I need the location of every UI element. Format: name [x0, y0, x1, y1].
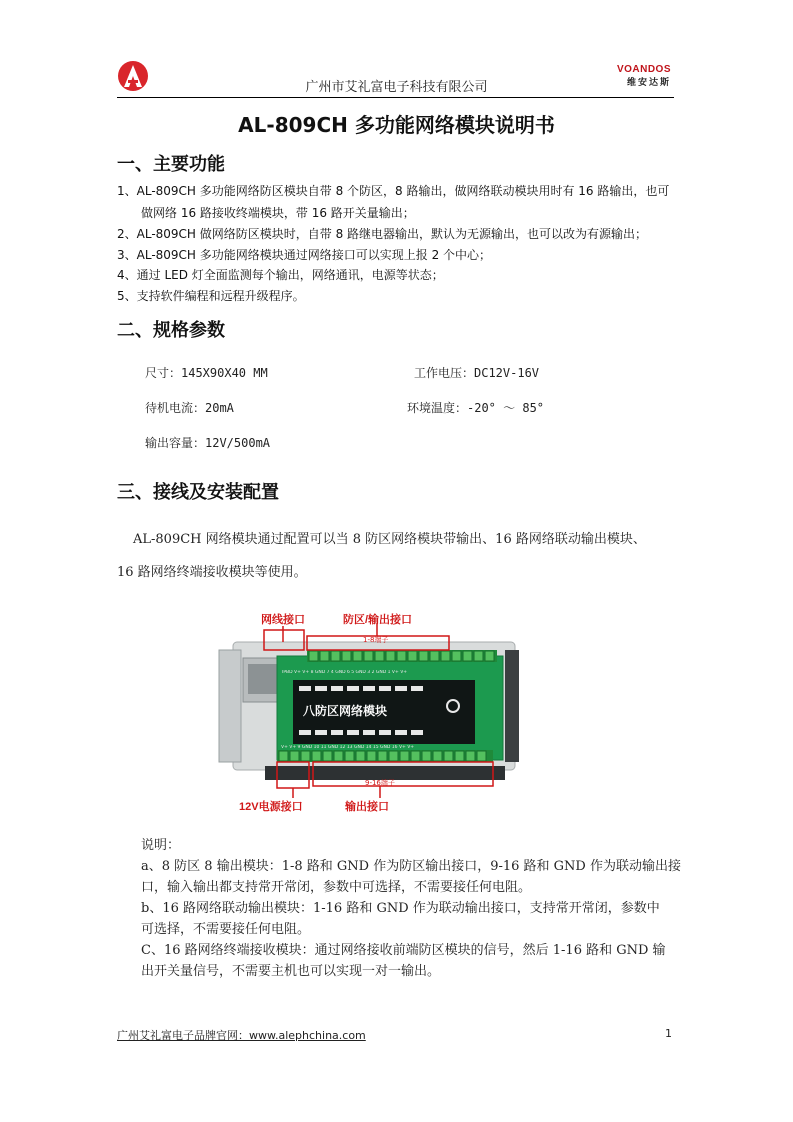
label-output-port: 输出接口 — [345, 801, 389, 813]
label-12v-power-port: 12V电源接口 — [239, 801, 303, 813]
spec-temp: 环境温度：-20° ～ 85° — [407, 401, 545, 415]
label-zone-output-port: 防区/输出接口 — [343, 614, 413, 626]
note-line: b、16 路网络联动输出模块：1-16 路和 GND 作为联动输出接口，支持常开常闭，参数中 — [141, 901, 660, 916]
label-terminals-1-8: 1-8端子 — [363, 636, 389, 644]
spec-voltage: 工作电压：DC12V-16V — [414, 366, 540, 380]
feature-item: 3、AL-809CH 多功能网络模块通过网络接口可以实现上报 2 个中心； — [117, 248, 492, 262]
feature-item: 4、通过 LED 灯全面监测每个输出，网络通讯，电源等状态； — [117, 268, 444, 282]
footer-website-link[interactable]: 广州艾礼富电子品牌官网：www.alephchina.com — [117, 1029, 366, 1042]
module-wiring-figure — [215, 606, 520, 814]
config-paragraph-line: AL-809CH 网络模块通过配置可以当 8 防区网络模块带输出、16 路网络联动输出模块、 — [133, 532, 646, 547]
brand-logo — [617, 64, 671, 88]
note-line: a、8 防区 8 输出模块：1-8 路和 GND 作为防区输出接口，9-16 路和 GND 作为联动输出接 — [141, 859, 681, 874]
feature-item: 5、支持软件编程和远程升级程序。 — [117, 289, 305, 303]
note-line: 可选择，不需要接任何电阻。 — [141, 922, 311, 937]
document-title: AL-809CH 多功能网络模块说明书 — [238, 113, 555, 137]
notes-heading: 说明： — [141, 838, 181, 853]
page-number: 1 — [665, 1027, 672, 1040]
board-title: 八防区网络模块 — [303, 704, 388, 718]
note-line: C、16 路网络终端接收模块：通过网络接收前端防区模块的信号，然后 1-16 路和 GND 输 — [141, 943, 666, 958]
note-line: 出开关量信号，不需要主机也可以实现一对一输出。 — [141, 964, 441, 979]
spec-size: 尺寸：145X90X40 MM — [145, 366, 268, 380]
feature-item: 2、AL-809CH 做网络防区模块时，自带 8 路继电器输出，默认为无源输出，也可以改为有源输出； — [117, 227, 648, 241]
note-line: 口，输入输出都支持常开常闭，参数中可选择，不需要接任何电阻。 — [141, 880, 532, 895]
header-divider — [117, 97, 674, 98]
section-heading-features: 一、主要功能 — [117, 154, 225, 175]
top-terminal-labels: IPBD V+ V+ 8 GND 7 4 GND 6 5 GND 3 2 GND 1 V+ V+ — [282, 670, 408, 675]
brand-en: VOANDOS — [616, 64, 671, 75]
label-terminals-9-16: 9-16端子 — [365, 779, 395, 787]
bottom-terminal-labels: V+ V+ 9 GND 10 11 GND 12 13 GND 14 15 GND 16 V+ V+ — [281, 745, 415, 750]
brand-cn: 维安达斯 — [626, 78, 671, 88]
section-heading-specs: 二、规格参数 — [117, 320, 225, 341]
spec-output: 输出容量：12V/500mA — [145, 436, 271, 450]
section-heading-wiring: 三、接线及安装配置 — [117, 482, 279, 503]
company-name: 广州市艾礼富电子科技有限公司 — [305, 80, 488, 95]
label-network-port: 网线接口 — [261, 614, 305, 626]
config-paragraph-line: 16 路网络终端接收模块等使用。 — [117, 565, 307, 580]
feature-item: 做网络 16 路接收终端模块，带 16 路开关量输出； — [141, 206, 415, 220]
feature-item: 1、AL-809CH 多功能网络防区模块自带 8 个防区，8 路输出，做网络联动模块用时有 16 路输出，也可 — [117, 184, 670, 198]
spec-standby: 待机电流：20mA — [145, 401, 234, 415]
